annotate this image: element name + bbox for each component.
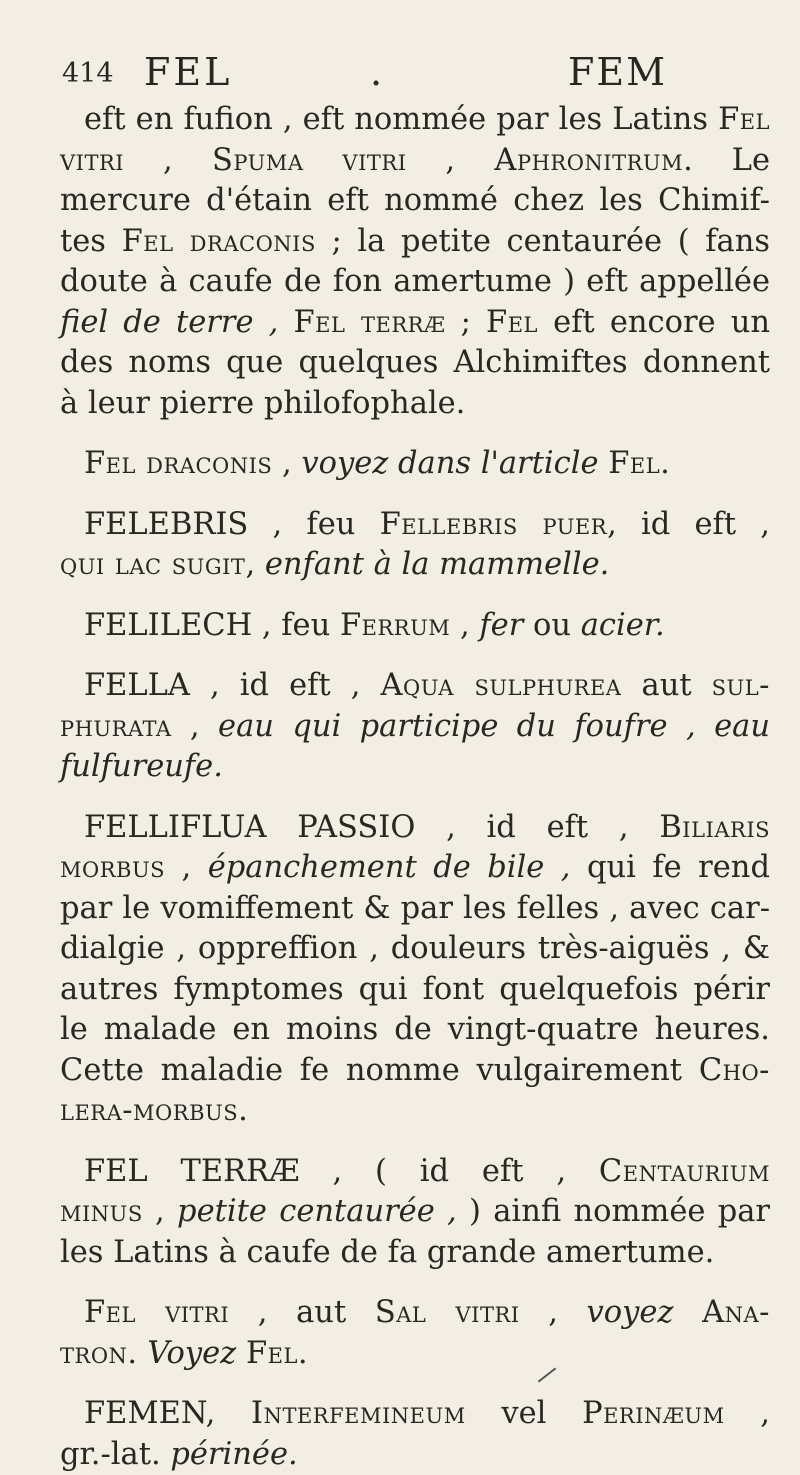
paragraph	[60, 1394, 770, 1475]
small-caps-text: sul-	[712, 668, 770, 703]
text-run: ,	[143, 1194, 177, 1229]
italic-text: petite centaurée ,	[177, 1194, 457, 1229]
small-caps-text: Fel draconis	[84, 446, 272, 481]
paragraph	[60, 1293, 770, 1374]
page-number: 414	[62, 58, 114, 89]
text-line	[60, 707, 770, 748]
text-run: FEL TERRÆ , ( id eft ,	[84, 1154, 599, 1189]
text-run: ,	[520, 1295, 587, 1330]
italic-text: voyez	[587, 1295, 703, 1330]
text-run: ;	[446, 305, 487, 340]
small-caps-text: Fel.	[246, 1336, 308, 1371]
small-caps-text: qui lac sugit	[60, 547, 245, 582]
text-line	[60, 970, 770, 1011]
paragraph-gap	[60, 586, 770, 606]
text-run: ,	[450, 608, 479, 643]
text-line	[60, 100, 770, 141]
text-run: tes	[60, 224, 122, 259]
text-run	[138, 1336, 148, 1371]
text-line	[60, 181, 770, 222]
text-line	[60, 1010, 770, 1051]
header-right-word: FEM	[568, 50, 667, 94]
text-run: , id eft ,	[607, 507, 770, 542]
text-line	[60, 808, 770, 849]
small-caps-text: Sal vitri	[375, 1295, 520, 1330]
text-run: ,	[725, 1396, 770, 1431]
small-caps-text: Cho-	[699, 1053, 770, 1088]
paragraph	[60, 666, 770, 788]
italic-text: fulfureufe.	[60, 749, 223, 784]
text-line	[60, 1091, 770, 1132]
text-line	[60, 1051, 770, 1092]
page-body-text	[60, 100, 770, 1475]
text-run: Cette maladie fe nomme vulgairement	[60, 1053, 699, 1088]
small-caps-text: Interfemineum	[251, 1396, 466, 1431]
text-line	[60, 262, 770, 303]
paragraph-gap	[60, 485, 770, 505]
text-line	[60, 1152, 770, 1193]
text-line	[60, 1334, 770, 1375]
text-run: FEMEN,	[84, 1396, 251, 1431]
italic-text: enfant à la mammelle.	[265, 547, 610, 582]
text-run: , aut	[229, 1295, 375, 1330]
text-run: les Latins à caufe de fa grande amertume.	[60, 1235, 714, 1270]
text-line	[60, 343, 770, 384]
small-caps-text: Ferrum	[340, 608, 450, 643]
text-line	[60, 1435, 770, 1475]
text-line	[60, 848, 770, 889]
italic-text: épanchement de bile ,	[208, 850, 571, 885]
text-line	[60, 747, 770, 788]
paragraph	[60, 808, 770, 1132]
text-line	[60, 1293, 770, 1334]
text-line	[60, 505, 770, 546]
text-run: autres fymptomes qui font quelquefois périr	[60, 972, 770, 1007]
italic-text: fer	[479, 608, 523, 643]
paragraph	[60, 505, 770, 586]
paragraph	[60, 100, 770, 424]
italic-text: Voyez	[147, 1336, 246, 1371]
text-line	[60, 141, 770, 182]
text-run: eft en fufion , eft nommée par les Latins	[84, 102, 718, 137]
text-run: qui fe rend	[571, 850, 770, 885]
small-caps-text: Fellebris puer	[380, 507, 607, 542]
text-run: aut	[621, 668, 711, 703]
running-header	[62, 50, 752, 100]
small-caps-text: Biliaris	[659, 810, 770, 845]
italic-text: acier.	[581, 608, 665, 643]
text-run: par le vomiffement & par les felles , avec car-	[60, 891, 770, 926]
text-line	[60, 1394, 770, 1435]
small-caps-text: Fel draconis	[122, 224, 316, 259]
text-run: ,	[245, 547, 264, 582]
small-caps-text: Ana-	[702, 1295, 770, 1330]
text-run: FELEBRIS , feu	[84, 507, 380, 542]
text-line	[60, 889, 770, 930]
text-line	[60, 929, 770, 970]
text-run: eft encore un	[538, 305, 770, 340]
small-caps-text: minus	[60, 1194, 143, 1229]
text-line	[60, 1192, 770, 1233]
paragraph-gap	[60, 1132, 770, 1152]
italic-text: fiel de terre ,	[60, 305, 293, 340]
small-caps-text: morbus	[60, 850, 165, 885]
text-line	[60, 384, 770, 425]
text-run: ) ainfi nommée par	[457, 1194, 770, 1229]
small-caps-text: Perinæum	[582, 1396, 725, 1431]
text-line	[60, 444, 770, 485]
text-line	[60, 222, 770, 263]
italic-text: périnée.	[170, 1437, 297, 1472]
small-caps-text: Aqua sulphurea	[380, 668, 621, 703]
small-caps-text: tron.	[60, 1336, 138, 1371]
small-caps-text: Centaurium	[599, 1154, 770, 1189]
small-caps-text: Fel	[486, 305, 538, 340]
paragraph-gap	[60, 1273, 770, 1293]
text-line	[60, 606, 770, 647]
text-run: des noms que quelques Alchimiftes donnent	[60, 345, 770, 380]
text-run: doute à caufe de fon amertume ) eft appellée	[60, 264, 770, 299]
text-line	[60, 666, 770, 707]
text-run: ,	[172, 709, 219, 744]
small-caps-text: Fel terræ	[293, 305, 445, 340]
paragraph-gap	[60, 646, 770, 666]
small-caps-text: lera-morbus.	[60, 1093, 248, 1128]
paragraph	[60, 444, 770, 485]
paragraph	[60, 1152, 770, 1274]
italic-text: voyez dans l'article	[301, 446, 608, 481]
header-left-word: FEL	[144, 50, 232, 94]
text-line	[60, 545, 770, 586]
text-run: gr.-lat.	[60, 1437, 170, 1472]
text-line	[60, 1233, 770, 1274]
text-run: vel	[466, 1396, 582, 1431]
small-caps-text: Fel vitri	[84, 1295, 229, 1330]
text-run: mercure d'étain eft nommé chez les Chimif-	[60, 183, 770, 218]
text-run: FELLA , id eft ,	[84, 668, 380, 703]
small-caps-text: phurata	[60, 709, 172, 744]
text-run: ,	[272, 446, 301, 481]
text-run: FELILECH , feu	[84, 608, 340, 643]
paragraph	[60, 606, 770, 647]
text-run: ,	[165, 850, 208, 885]
text-run: à leur pierre philofophale.	[60, 386, 465, 421]
small-caps-text: Fel.	[608, 446, 670, 481]
text-run: ; la petite centaurée ( fans	[316, 224, 770, 259]
text-run: dialgie , oppreffion , douleurs très-aiguës , &	[60, 931, 770, 966]
text-run: FELLIFLUA PASSIO , id eft ,	[84, 810, 659, 845]
text-run: Le	[693, 143, 770, 178]
paragraph-gap	[60, 424, 770, 444]
text-run: ou	[523, 608, 580, 643]
header-dot: .	[370, 50, 382, 94]
small-caps-text: Fel	[718, 102, 770, 137]
paragraph-gap	[60, 1374, 770, 1394]
text-line	[60, 303, 770, 344]
italic-text: eau qui participe du foufre , eau	[218, 709, 770, 744]
small-caps-text: vitri , Spuma vitri , Aphronitrum.	[60, 143, 693, 178]
text-run: le malade en moins de vingt-quatre heures.	[60, 1012, 770, 1047]
paragraph-gap	[60, 788, 770, 808]
